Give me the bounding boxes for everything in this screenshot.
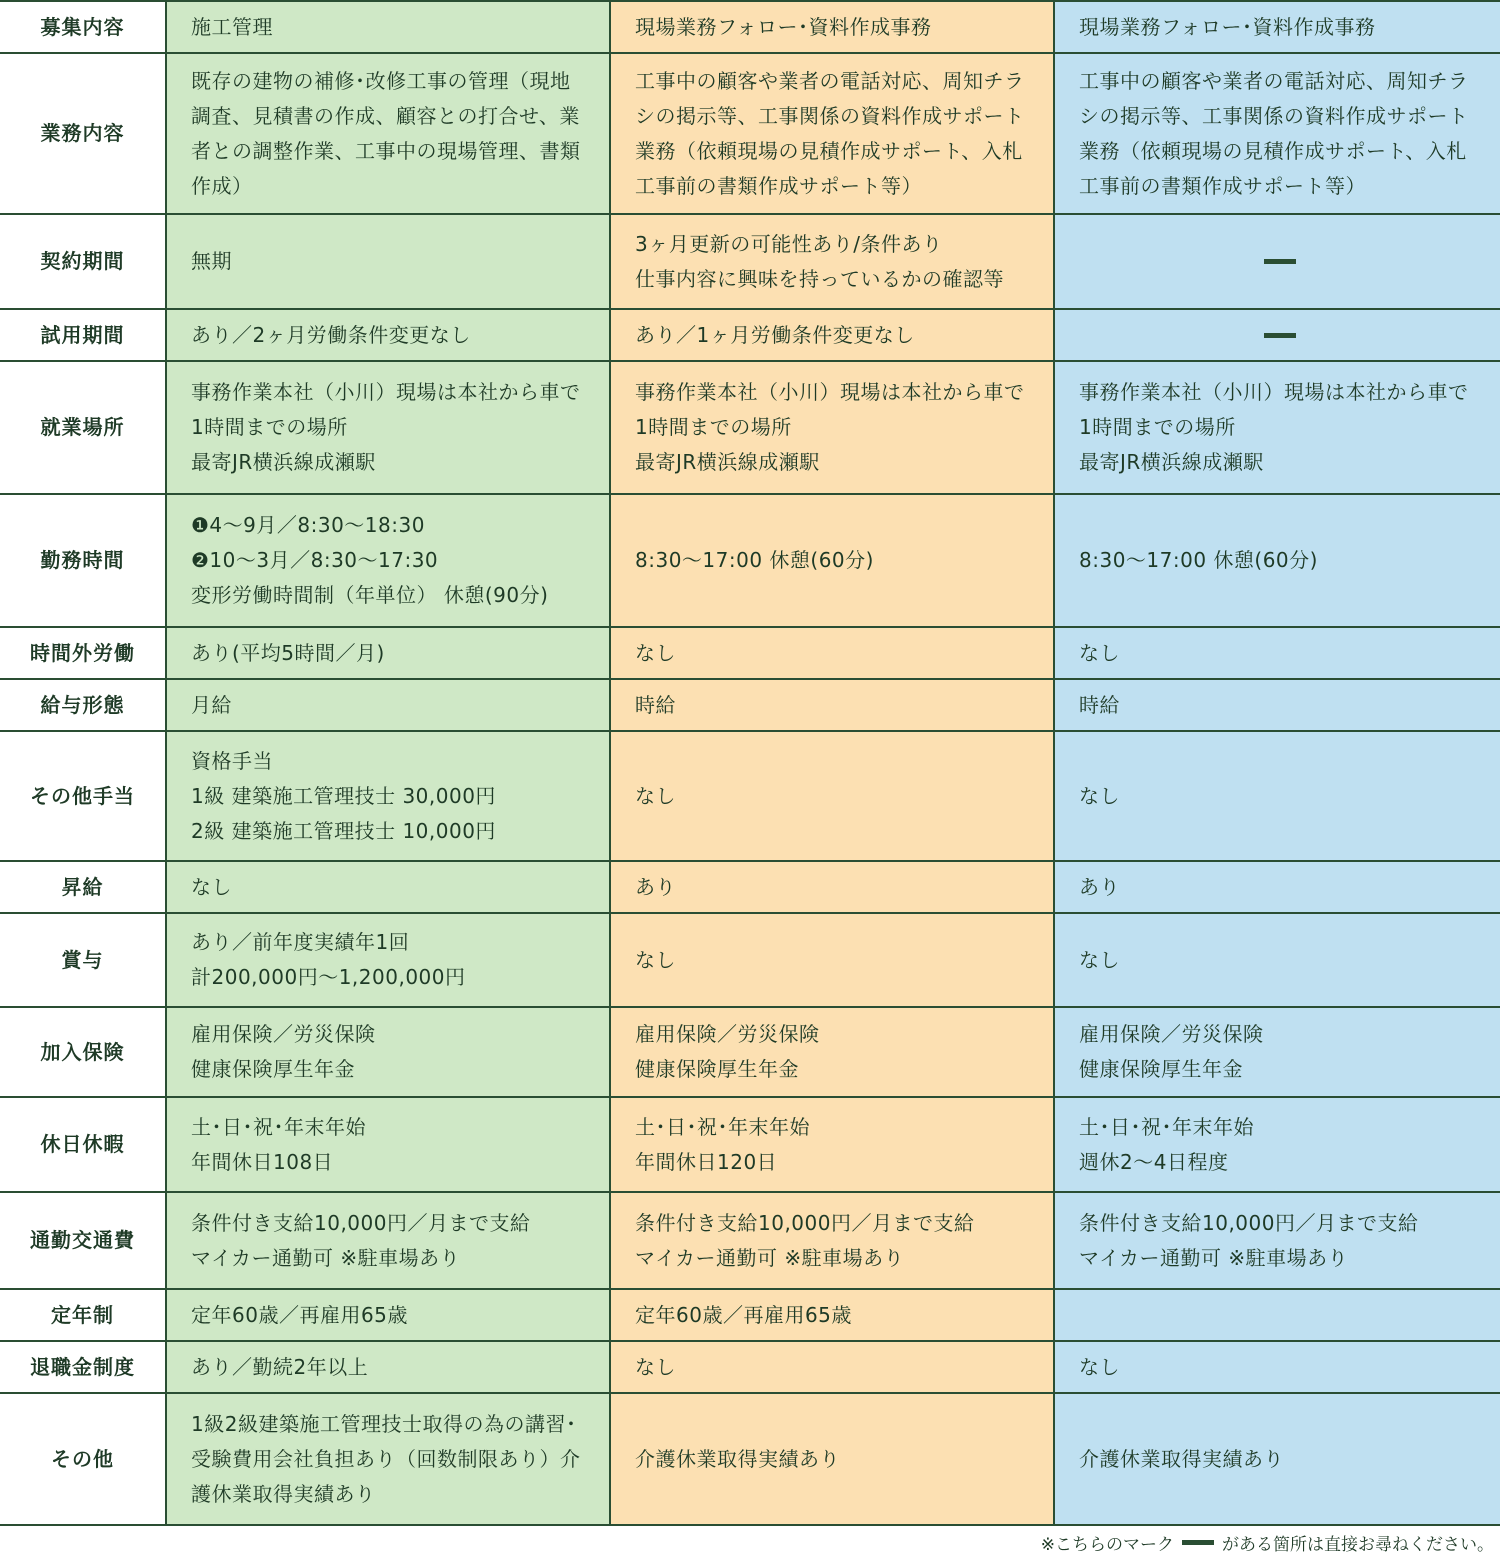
table-cell: なし <box>1055 628 1500 680</box>
table-cell: 介護休業取得実績あり <box>1055 1394 1500 1526</box>
table-cell: なし <box>1055 1342 1500 1394</box>
table-cell: あり <box>611 862 1055 914</box>
table-cell: 雇用保険／労災保険 健康保険厚生年金 <box>611 1008 1055 1098</box>
table-cell: あり <box>1055 862 1500 914</box>
ask-directly-mark <box>1055 310 1500 362</box>
table-cell: あり／勤続2年以上 <box>167 1342 611 1394</box>
table-cell: なし <box>1055 914 1500 1008</box>
table-cell: ❶4～9月／8:30～18:30 ❷10～3月／8:30～17:30 変形労働時間制（年単位） 休憩(90分) <box>167 495 611 628</box>
row-label: 退職金制度 <box>0 1342 167 1394</box>
table-cell: 定年60歳／再雇用65歳 <box>167 1290 611 1342</box>
table-cell: なし <box>611 914 1055 1008</box>
table-cell: 工事中の顧客や業者の電話対応、周知チラシの掲示等、工事関係の資料作成サポート業務（依頼現場の見積作成サポート、入札工事前の書類作成サポート等） <box>1055 54 1500 215</box>
table-cell: 土･日･祝･年末年始 週休2～4日程度 <box>1055 1098 1500 1193</box>
column-header-office-support-2: 現場業務フォロー･資料作成事務 <box>1055 2 1500 54</box>
footnote-text-before: ※こちらのマーク <box>1040 1535 1174 1555</box>
table-cell: あり／前年度実績年1回 計200,000円～1,200,000円 <box>167 914 611 1008</box>
row-label: 休日休暇 <box>0 1098 167 1193</box>
table-cell: 事務作業本社（小川）現場は本社から車で1時間までの場所 最寄JR横浜線成瀬駅 <box>167 362 611 495</box>
table-cell: 資格手当 1級 建築施工管理技士 30,000円 2級 建築施工管理技士 10,000円 <box>167 732 611 862</box>
column-header-office-support: 現場業務フォロー･資料作成事務 <box>611 2 1055 54</box>
row-label: 就業場所 <box>0 362 167 495</box>
column-header-construction-management: 施工管理 <box>167 2 611 54</box>
table-cell: 事務作業本社（小川）現場は本社から車で1時間までの場所 最寄JR横浜線成瀬駅 <box>611 362 1055 495</box>
table-cell: 8:30～17:00 休憩(60分) <box>611 495 1055 628</box>
table-cell: 月給 <box>167 680 611 732</box>
table-cell: なし <box>611 628 1055 680</box>
row-label: 契約期間 <box>0 215 167 310</box>
table-cell: 8:30～17:00 休憩(60分) <box>1055 495 1500 628</box>
table-cell: 既存の建物の補修･改修工事の管理（現地調査、見積書の作成、顧容との打合せ、業者との調整作業、工事中の現場管理、書類作成） <box>167 54 611 215</box>
row-label: 賞与 <box>0 914 167 1008</box>
table-cell: なし <box>611 1342 1055 1394</box>
table-cell: 雇用保険／労災保険 健康保険厚生年金 <box>167 1008 611 1098</box>
table-cell: 時給 <box>611 680 1055 732</box>
row-label: その他手当 <box>0 732 167 862</box>
table-cell: 無期 <box>167 215 611 310</box>
row-label: 時間外労働 <box>0 628 167 680</box>
row-label: 募集内容 <box>0 2 167 54</box>
row-label: 業務内容 <box>0 54 167 215</box>
dash-mark-icon <box>1264 259 1296 264</box>
table-cell: 工事中の顧客や業者の電話対応、周知チラシの掲示等、工事関係の資料作成サポート業務（依頼現場の見積作成サポート、入札工事前の書類作成サポート等） <box>611 54 1055 215</box>
table-cell: 介護休業取得実績あり <box>611 1394 1055 1526</box>
table-cell: なし <box>611 732 1055 862</box>
table-cell: 土･日･祝･年末年始 年間休日108日 <box>167 1098 611 1193</box>
row-label: 定年制 <box>0 1290 167 1342</box>
row-label: 通勤交通費 <box>0 1193 167 1290</box>
table-cell: あり／1ヶ月労働条件変更なし <box>611 310 1055 362</box>
table-cell: 土･日･祝･年末年始 年間休日120日 <box>611 1098 1055 1193</box>
row-label: 試用期間 <box>0 310 167 362</box>
table-cell: 雇用保険／労災保険 健康保険厚生年金 <box>1055 1008 1500 1098</box>
table-cell: あり／2ヶ月労働条件変更なし <box>167 310 611 362</box>
table-cell: あり(平均5時間／月) <box>167 628 611 680</box>
footnote <box>1041 1530 1494 1555</box>
table-cell: 条件付き支給10,000円／月まで支給 マイカー通勤可 ※駐車場あり <box>1055 1193 1500 1290</box>
dash-mark-icon <box>1264 333 1296 338</box>
table-cell: 時給 <box>1055 680 1500 732</box>
row-label: 加入保険 <box>0 1008 167 1098</box>
row-label: 昇給 <box>0 862 167 914</box>
table-cell: なし <box>167 862 611 914</box>
table-cell-empty <box>1055 1290 1500 1342</box>
table-cell: 条件付き支給10,000円／月まで支給 マイカー通勤可 ※駐車場あり <box>611 1193 1055 1290</box>
table-cell: 事務作業本社（小川）現場は本社から車で1時間までの場所 最寄JR横浜線成瀬駅 <box>1055 362 1500 495</box>
table-cell: 1級2級建築施工管理技士取得の為の講習･受験費用会社負担あり（回数制限あり）介護休業取得実績あり <box>167 1394 611 1526</box>
dash-mark-icon <box>1182 1540 1214 1545</box>
table-cell: 条件付き支給10,000円／月まで支給 マイカー通勤可 ※駐車場あり <box>167 1193 611 1290</box>
footnote-text-after: がある箇所は直接お尋ねください。 <box>1222 1535 1494 1555</box>
ask-directly-mark <box>1055 215 1500 310</box>
table-cell: 3ヶ月更新の可能性あり/条件あり 仕事内容に興味を持っているかの確認等 <box>611 215 1055 310</box>
row-label: 勤務時間 <box>0 495 167 628</box>
table-cell: 定年60歳／再雇用65歳 <box>611 1290 1055 1342</box>
row-label: その他 <box>0 1394 167 1526</box>
row-label: 給与形態 <box>0 680 167 732</box>
table-cell: なし <box>1055 732 1500 862</box>
